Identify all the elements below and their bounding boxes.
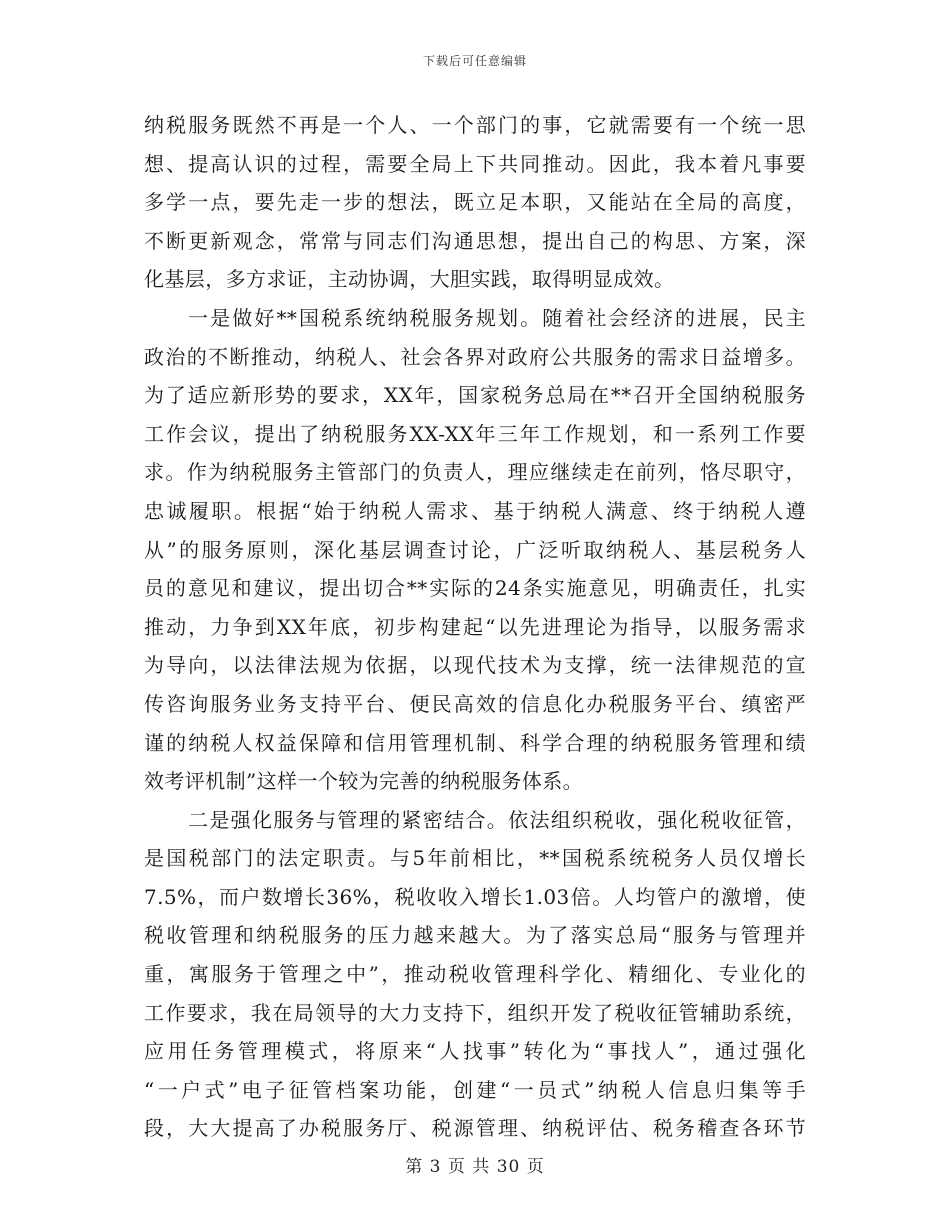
body-line: 多学一点，要先走一步的想法，既立足本职，又能站在全局的高度， bbox=[144, 190, 806, 215]
body-line: 忠诚履职。根据“始于纳税人需求、基于纳税人满意、终于纳税人遵 bbox=[144, 498, 806, 523]
document-body bbox=[144, 106, 806, 1148]
body-line: 求。作为纳税服务主管部门的负责人，理应继续走在前列，恪尽职守， bbox=[144, 460, 806, 485]
body-line: 二是强化服务与管理的紧密结合。依法组织税收，强化税收征管， bbox=[188, 807, 806, 832]
body-line: 一是做好**国税系统纳税服务规划。随着社会经济的进展，民主 bbox=[188, 305, 806, 330]
body-line: 化基层，多方求证，主动协调，大胆实践，取得明显成效。 bbox=[144, 267, 675, 292]
body-line: 应用任务管理模式，将原来“人找事”转化为“事找人”，通过强化 bbox=[144, 1039, 806, 1064]
body-line: 为了适应新形势的要求，XX年，国家税务总局在**召开全国纳税服务 bbox=[144, 383, 806, 408]
body-line: 工作会议，提出了纳税服务XX-XX年三年工作规划，和一系列工作要 bbox=[144, 421, 806, 446]
body-line: 纳税服务既然不再是一个人、一个部门的事，它就需要有一个统一思 bbox=[144, 113, 806, 137]
body-line: 效考评机制”这样一个较为完善的纳税服务体系。 bbox=[144, 769, 584, 794]
body-line: “一户式”电子征管档案功能，创建“一员式”纳税人信息归集等手 bbox=[144, 1077, 806, 1102]
body-line: 为导向，以法律法规为依据，以现代技术为支撑，统一法律规范的宣 bbox=[144, 653, 806, 678]
body-line: 政治的不断推动，纳税人、社会各界对政府公共服务的需求日益增多。 bbox=[144, 344, 806, 369]
body-line: 是国税部门的法定职责。与5年前相比，**国税系统税务人员仅增长 bbox=[144, 846, 806, 871]
body-line: 从”的服务原则，深化基层调查讨论，广泛听取纳税人、基层税务人 bbox=[144, 537, 806, 562]
page-number-footer: 第 3 页 共 30 页 bbox=[405, 1157, 545, 1177]
body-line: 税收管理和纳税服务的压力越来越大。为了落实总局“服务与管理并 bbox=[144, 923, 806, 948]
body-line: 不断更新观念，常常与同志们沟通思想，提出自己的构思、方案，深 bbox=[144, 228, 806, 253]
body-line: 工作要求，我在局领导的大力支持下，组织开发了税收征管辅助系统， bbox=[144, 1000, 806, 1025]
body-line: 重，寓服务于管理之中”，推动税收管理科学化、精细化、专业化的 bbox=[144, 962, 806, 987]
body-line: 传咨询服务业务支持平台、便民高效的信息化办税服务平台、缜密严 bbox=[144, 691, 806, 716]
body-line: 想、提高认识的过程，需要全局上下共同推动。因此，我本着凡事要 bbox=[144, 151, 806, 176]
body-line: 推动，力争到XX年底，初步构建起“以先进理论为指导，以服务需求 bbox=[144, 614, 806, 639]
page-header: 下载后可任意编辑 bbox=[422, 54, 527, 68]
body-line: 员的意见和建议，提出切合**实际的24条实施意见，明确责任，扎实 bbox=[144, 576, 806, 601]
body-line: 段，大大提高了办税服务厅、税源管理、纳税评估、税务稽查各环节 bbox=[144, 1116, 806, 1141]
body-line: 7.5%，而户数增长36%，税收收入增长1.03倍。人均管户的激增，使 bbox=[144, 884, 806, 909]
body-line: 谨的纳税人权益保障和信用管理机制、科学合理的纳税服务管理和绩 bbox=[144, 730, 806, 755]
